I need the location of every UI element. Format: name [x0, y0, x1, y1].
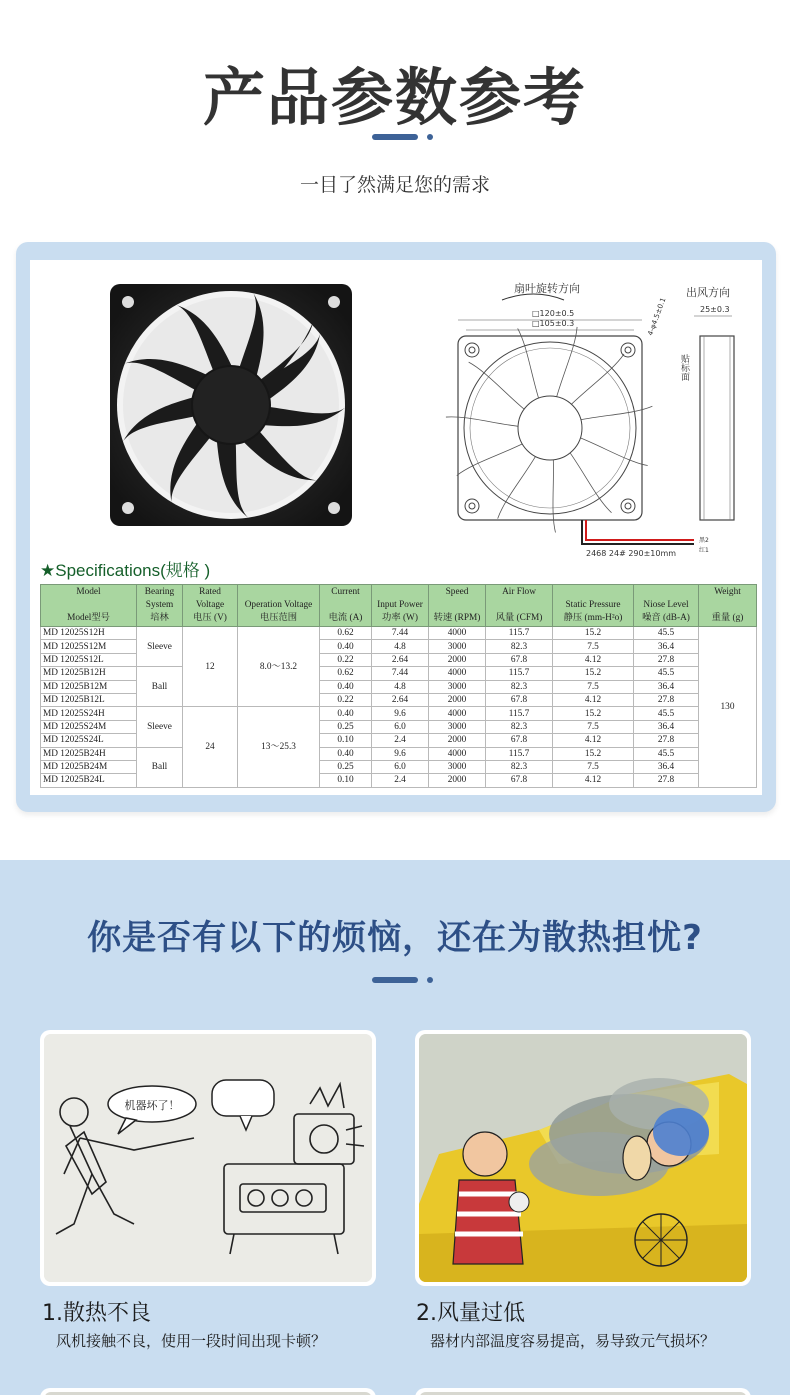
problems-divider — [372, 977, 434, 983]
th-model: Model Model型号 — [41, 585, 137, 627]
spec-card-inner — [30, 260, 762, 795]
fan-technical-drawing — [424, 276, 764, 558]
wire-spec: 2468 24# 290±10mm — [586, 549, 677, 558]
spec-card — [16, 242, 776, 812]
airflow-direction-label: 出风方向 — [686, 286, 730, 299]
cell-noise: 27.8 — [634, 653, 699, 666]
cell-speed: 2000 — [429, 774, 486, 787]
cell-weight: 130 — [699, 627, 757, 788]
cell-power: 9.6 — [372, 707, 429, 720]
cell-power: 6.0 — [372, 760, 429, 773]
cell-bearing: Ball — [137, 747, 183, 787]
cell-model: MD 12025B24M — [41, 760, 137, 773]
dim-hole: 4-φ4.5±0.1 — [646, 296, 668, 337]
problem-1-illustration — [44, 1034, 372, 1282]
problem-2-illustration — [419, 1034, 747, 1282]
cell-current: 0.25 — [320, 760, 372, 773]
table-row — [41, 747, 757, 760]
th-input-power: Input Power 功率 (W) — [372, 585, 429, 627]
cell-pressure: 4.12 — [553, 693, 634, 706]
cell-power: 4.8 — [372, 680, 429, 693]
cell-airflow: 67.8 — [486, 653, 553, 666]
title-divider — [372, 134, 418, 140]
cell-operation-voltage: 13～25.3 — [238, 707, 320, 787]
table-row — [41, 627, 757, 640]
th-noise-level: Niose Level 噪音 (dB-A) — [634, 585, 699, 627]
cell-speed: 3000 — [429, 640, 486, 653]
cell-pressure: 4.12 — [553, 734, 634, 747]
cell-noise: 36.4 — [634, 640, 699, 653]
problems-title: 你是否有以下的烦恼，还在为散热担忧? — [87, 918, 703, 958]
cell-airflow: 82.3 — [486, 720, 553, 733]
star-icon: ★ — [40, 561, 56, 581]
problem-card-4-peek — [415, 1388, 751, 1395]
cell-model: MD 12025B12M — [41, 680, 137, 693]
cell-speed: 2000 — [429, 653, 486, 666]
cell-bearing: Sleeve — [137, 707, 183, 747]
cell-pressure: 4.12 — [553, 774, 634, 787]
cell-airflow: 115.7 — [486, 667, 553, 680]
cell-noise: 45.5 — [634, 747, 699, 760]
cell-pressure: 7.5 — [553, 720, 634, 733]
cell-noise: 45.5 — [634, 627, 699, 640]
speech-bubble-text: 机器坏了！ — [124, 1099, 180, 1112]
th-operation-voltage: Operation Voltage 电压范围 — [238, 585, 320, 627]
cell-noise: 36.4 — [634, 760, 699, 773]
cell-pressure: 7.5 — [553, 760, 634, 773]
spec-heading-label: Specifications(规格 ) — [55, 561, 211, 580]
cell-pressure: 15.2 — [553, 627, 634, 640]
cell-pressure: 7.5 — [553, 640, 634, 653]
cell-power: 9.6 — [372, 747, 429, 760]
rotation-direction-label: 扇叶旋转方向 — [514, 282, 580, 295]
cell-airflow: 115.7 — [486, 707, 553, 720]
page-header — [0, 0, 790, 240]
cell-pressure: 15.2 — [553, 747, 634, 760]
cell-power: 7.44 — [372, 627, 429, 640]
cell-current: 0.62 — [320, 627, 372, 640]
cell-speed: 4000 — [429, 747, 486, 760]
th-speed: Speed 转速 (RPM) — [429, 585, 486, 627]
cell-model: MD 12025S12H — [41, 627, 137, 640]
cell-airflow: 115.7 — [486, 747, 553, 760]
cell-noise: 27.8 — [634, 693, 699, 706]
cell-speed: 4000 — [429, 627, 486, 640]
cell-speed: 2000 — [429, 693, 486, 706]
divider-line — [372, 977, 418, 983]
cell-speed: 3000 — [429, 720, 486, 733]
th-current: Current 电流 (A) — [320, 585, 372, 627]
cell-power: 6.0 — [372, 720, 429, 733]
cell-noise: 27.8 — [634, 734, 699, 747]
cell-current: 0.40 — [320, 707, 372, 720]
th-bearing: Bearing System 培林 — [137, 585, 183, 627]
cell-model: MD 12025S12L — [41, 653, 137, 666]
cell-noise: 27.8 — [634, 774, 699, 787]
problem-1-desc: 风机接触不良，使用一段时间出现卡顿？ — [56, 1332, 327, 1350]
cell-airflow: 82.3 — [486, 760, 553, 773]
table-row — [41, 667, 757, 680]
cell-airflow: 82.3 — [486, 640, 553, 653]
cell-model: MD 12025S24H — [41, 707, 137, 720]
wire-black: 黑2 — [699, 537, 709, 544]
cell-speed: 3000 — [429, 760, 486, 773]
cell-current: 0.40 — [320, 640, 372, 653]
cell-bearing: Ball — [137, 667, 183, 707]
dim-outer: □120±0.5 — [532, 309, 575, 318]
cell-model: MD 12025S12M — [41, 640, 137, 653]
cell-rated-voltage: 12 — [183, 627, 238, 707]
label-side-text: 贴标面 — [679, 354, 689, 381]
cell-noise: 45.5 — [634, 707, 699, 720]
th-air-flow: Air Flow 风量 (CFM) — [486, 585, 553, 627]
cell-noise: 45.5 — [634, 667, 699, 680]
divider-dot — [427, 977, 433, 983]
problem-1-title: 1.散热不良 — [42, 1301, 151, 1326]
cell-power: 2.4 — [372, 774, 429, 787]
divider-dot — [427, 134, 433, 140]
cell-speed: 4000 — [429, 667, 486, 680]
cell-pressure: 15.2 — [553, 667, 634, 680]
overheating-car-cartoon — [419, 1034, 747, 1282]
cell-current: 0.62 — [320, 667, 372, 680]
cell-current: 0.10 — [320, 734, 372, 747]
spec-header-row — [41, 585, 757, 627]
fan-product-image — [108, 282, 354, 528]
cell-model: MD 12025S24M — [41, 720, 137, 733]
th-rated-voltage: Rated Voltage 电压 (V) — [183, 585, 238, 627]
cell-speed: 4000 — [429, 707, 486, 720]
cell-airflow: 82.3 — [486, 680, 553, 693]
problem-card-1 — [40, 1030, 376, 1286]
page-title: 产品参数参考 — [202, 61, 587, 134]
problem-2-title: 2.风量过低 — [416, 1301, 525, 1326]
cell-current: 0.40 — [320, 680, 372, 693]
divider-line — [372, 134, 418, 140]
problems-section — [0, 860, 790, 1395]
cell-operation-voltage: 8.0～13.2 — [238, 627, 320, 707]
cell-model: MD 12025B24L — [41, 774, 137, 787]
page-subtitle: 一目了然满足您的需求 — [299, 174, 490, 196]
cell-noise: 36.4 — [634, 680, 699, 693]
cell-power: 2.64 — [372, 653, 429, 666]
cell-speed: 2000 — [429, 734, 486, 747]
spec-heading — [40, 556, 210, 581]
cell-bearing: Sleeve — [137, 627, 183, 667]
cell-current: 0.22 — [320, 653, 372, 666]
spec-table — [40, 584, 757, 788]
cell-power: 4.8 — [372, 640, 429, 653]
cell-current: 0.22 — [320, 693, 372, 706]
wire-red: 红1 — [699, 547, 709, 554]
cell-model: MD 12025B12H — [41, 667, 137, 680]
cell-rated-voltage: 24 — [183, 707, 238, 787]
problem-2-desc: 器材内部温度容易提高，易导致元气损坏？ — [430, 1332, 716, 1350]
cell-pressure: 7.5 — [553, 680, 634, 693]
table-row — [41, 707, 757, 720]
cell-power: 2.4 — [372, 734, 429, 747]
cell-noise: 36.4 — [634, 720, 699, 733]
cell-model: MD 12025S24L — [41, 734, 137, 747]
cell-speed: 3000 — [429, 680, 486, 693]
cell-airflow: 67.8 — [486, 774, 553, 787]
cell-current: 0.10 — [320, 774, 372, 787]
cell-power: 2.64 — [372, 693, 429, 706]
broken-machine-cartoon — [44, 1034, 372, 1282]
cell-pressure: 4.12 — [553, 653, 634, 666]
dim-inner: □105±0.3 — [532, 319, 575, 328]
cell-current: 0.25 — [320, 720, 372, 733]
th-weight: Weight 重量 (g) — [699, 585, 757, 627]
cell-airflow: 67.8 — [486, 734, 553, 747]
cell-pressure: 15.2 — [553, 707, 634, 720]
cell-power: 7.44 — [372, 667, 429, 680]
th-static-pressure: Static Pressure 静压 (mm-H²o) — [553, 585, 634, 627]
dim-depth: 25±0.3 — [700, 305, 730, 314]
cell-airflow: 115.7 — [486, 627, 553, 640]
problem-card-2 — [415, 1030, 751, 1286]
cell-model: MD 12025B24H — [41, 747, 137, 760]
cell-airflow: 67.8 — [486, 693, 553, 706]
problem-card-3-peek — [40, 1388, 376, 1395]
cell-model: MD 12025B12L — [41, 693, 137, 706]
cell-current: 0.40 — [320, 747, 372, 760]
